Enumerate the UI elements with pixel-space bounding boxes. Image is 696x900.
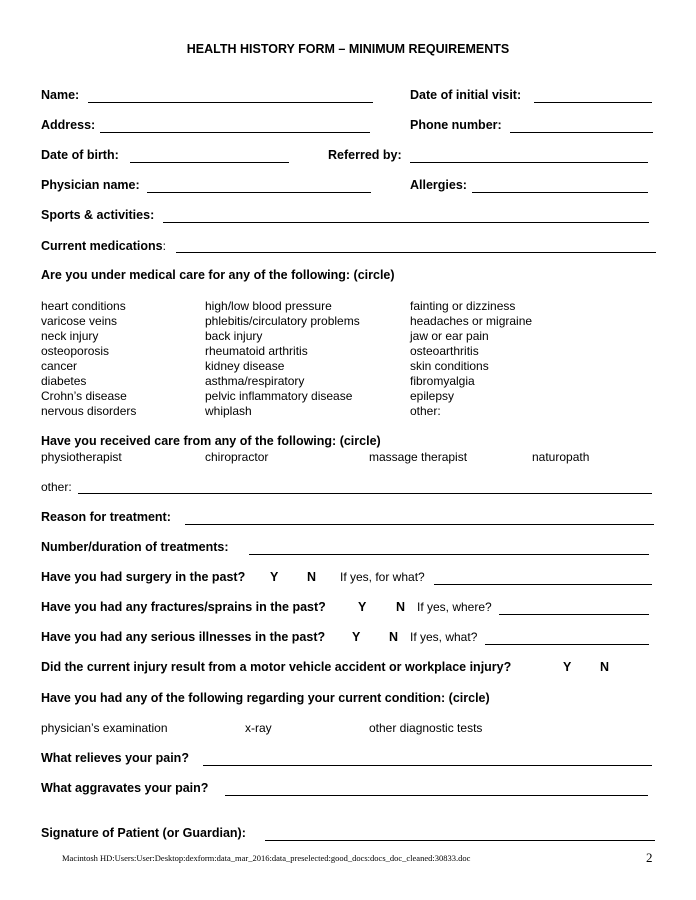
condition-item[interactable]: phlebitis/circulatory problems	[205, 314, 360, 328]
condition-item[interactable]: back injury	[205, 329, 263, 343]
surgery-followup-field[interactable]	[434, 584, 652, 585]
condition-item[interactable]: epilepsy	[410, 389, 455, 403]
address-label: Address:	[41, 118, 96, 132]
condition-item[interactable]: whiplash	[205, 404, 252, 418]
fractures-no[interactable]: N	[396, 600, 406, 614]
relieves-field[interactable]	[203, 765, 652, 766]
condition-item[interactable]: Crohn’s disease	[41, 389, 127, 403]
condition-item[interactable]: jaw or ear pain	[410, 329, 489, 343]
medications-field[interactable]	[176, 252, 656, 253]
condition-heading: Have you had any of the following regarding your current condition: (circle)	[41, 691, 490, 705]
illnesses-yes[interactable]: Y	[352, 630, 361, 644]
aggravates-field[interactable]	[225, 795, 648, 796]
condition-item[interactable]: osteoarthritis	[410, 344, 479, 358]
care-from-heading: Have you received care from any of the following: (circle)	[41, 434, 381, 448]
relieves-label: What relieves your pain?	[41, 751, 189, 765]
accident-yes[interactable]: Y	[563, 660, 572, 674]
phone-field[interactable]	[510, 132, 653, 133]
care-option[interactable]: physiotherapist	[41, 450, 122, 464]
care-option[interactable]: chiropractor	[205, 450, 269, 464]
address-field[interactable]	[100, 132, 370, 133]
reason-label: Reason for treatment:	[41, 510, 171, 524]
condition-item[interactable]: fibromyalgia	[410, 374, 475, 388]
fractures-followup-field[interactable]	[499, 614, 649, 615]
fractures-yes[interactable]: Y	[358, 600, 367, 614]
page-number: 2	[646, 850, 653, 865]
referred-by-label: Referred by:	[328, 148, 402, 162]
condition-item[interactable]: rheumatoid arthritis	[205, 344, 308, 358]
footer-path: Macintosh HD:Users:User:Desktop:dexform:data_mar_2016:data_preselected:good_docs:docs_doc_cleaned:30833.doc	[62, 853, 471, 863]
medications-label: Current medications	[41, 239, 163, 253]
medical-care-heading: Are you under medical care for any of the following: (circle)	[41, 268, 395, 282]
illnesses-followup-label: If yes, what?	[410, 630, 478, 644]
form-title: HEALTH HISTORY FORM – MINIMUM REQUIREMENTS	[186, 42, 510, 56]
condition-item[interactable]: asthma/respiratory	[205, 374, 305, 388]
reason-field[interactable]	[185, 524, 654, 525]
medications-label-row	[41, 238, 166, 254]
care-other-field[interactable]	[78, 493, 652, 494]
condition-option[interactable]: x-ray	[245, 721, 272, 735]
fractures-followup-label: If yes, where?	[417, 600, 492, 614]
condition-item[interactable]: cancer	[41, 359, 78, 373]
name-label: Name:	[41, 88, 80, 102]
sports-field[interactable]	[163, 222, 649, 223]
surgery-question: Have you had surgery in the past?	[41, 570, 246, 584]
accident-no[interactable]: N	[600, 660, 610, 674]
illnesses-followup-field[interactable]	[485, 644, 649, 645]
illnesses-question: Have you had any serious illnesses in the past?	[41, 630, 326, 644]
condition-option[interactable]: other diagnostic tests	[369, 721, 483, 735]
signature-field[interactable]	[265, 840, 655, 841]
condition-item[interactable]: heart conditions	[41, 299, 126, 313]
condition-item[interactable]: fainting or dizziness	[410, 299, 516, 313]
condition-item[interactable]: pelvic inflammatory disease	[205, 389, 353, 403]
care-other-label: other:	[41, 480, 72, 494]
dob-field[interactable]	[130, 162, 289, 163]
illnesses-no[interactable]: N	[389, 630, 399, 644]
care-option[interactable]: naturopath	[532, 450, 590, 464]
condition-item[interactable]: osteoporosis	[41, 344, 110, 358]
surgery-no[interactable]: N	[307, 570, 317, 584]
condition-item[interactable]: varicose veins	[41, 314, 118, 328]
condition-item[interactable]: headaches or migraine	[410, 314, 533, 328]
number-duration-field[interactable]	[249, 554, 649, 555]
sports-label: Sports & activities:	[41, 208, 155, 222]
fractures-question: Have you had any fractures/sprains in the past?	[41, 600, 326, 614]
allergies-label: Allergies:	[410, 178, 467, 192]
aggravates-label: What aggravates your pain?	[41, 781, 209, 795]
condition-item[interactable]: other:	[410, 404, 441, 418]
initial-visit-label: Date of initial visit:	[410, 88, 522, 102]
condition-item[interactable]: high/low blood pressure	[205, 299, 332, 313]
condition-item[interactable]: nervous disorders	[41, 404, 137, 418]
dob-label: Date of birth:	[41, 148, 119, 162]
surgery-yes[interactable]: Y	[270, 570, 279, 584]
surgery-followup-label: If yes, for what?	[340, 570, 425, 584]
condition-item[interactable]: kidney disease	[205, 359, 285, 373]
referred-by-field[interactable]	[410, 162, 648, 163]
allergies-field[interactable]	[472, 192, 648, 193]
phone-label: Phone number:	[410, 118, 502, 132]
condition-option[interactable]: physician’s examination	[41, 721, 168, 735]
accident-question: Did the current injury result from a motor vehicle accident or workplace injury?	[41, 660, 512, 674]
care-option[interactable]: massage therapist	[369, 450, 468, 464]
physician-field[interactable]	[147, 192, 371, 193]
medications-colon: :	[162, 239, 166, 253]
number-duration-label: Number/duration of treatments:	[41, 540, 229, 554]
condition-item[interactable]: diabetes	[41, 374, 87, 388]
condition-item[interactable]: neck injury	[41, 329, 99, 343]
physician-label: Physician name:	[41, 178, 140, 192]
name-field[interactable]	[88, 102, 373, 103]
signature-label: Signature of Patient (or Guardian):	[41, 826, 246, 840]
condition-item[interactable]: skin conditions	[410, 359, 489, 373]
initial-visit-field[interactable]	[534, 102, 652, 103]
